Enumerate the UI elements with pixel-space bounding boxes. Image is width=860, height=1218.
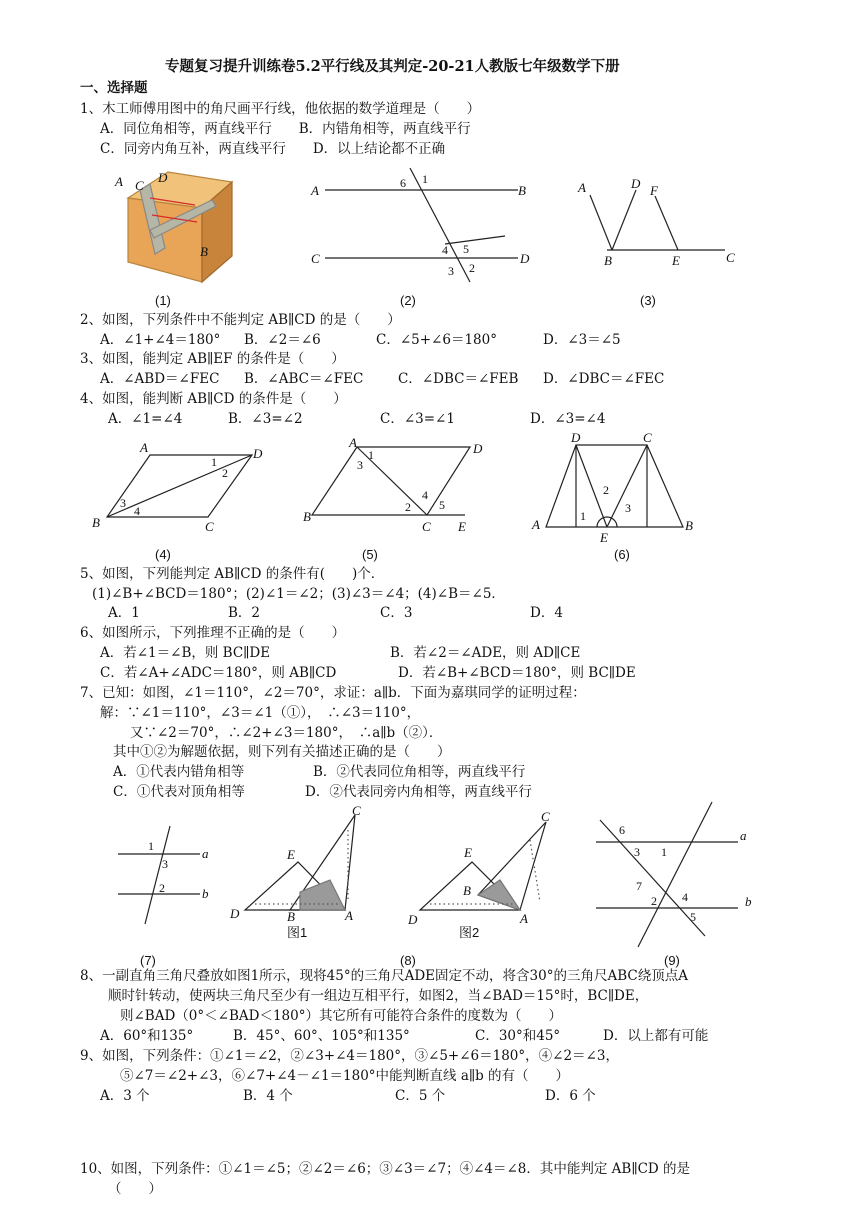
svg-text:2: 2: [159, 881, 165, 895]
svg-text:B: B: [303, 509, 311, 524]
q8-option-d: D．以上都有可能: [603, 1028, 709, 1044]
svg-text:1: 1: [148, 839, 154, 853]
svg-text:F: F: [650, 183, 658, 198]
svg-text:3: 3: [634, 845, 640, 859]
svg-text:2: 2: [469, 261, 475, 275]
caption-9: (9): [664, 953, 680, 968]
q9-option-d: D．6 个: [545, 1088, 596, 1104]
caption-4: (4): [155, 547, 171, 562]
svg-text:A: A: [532, 517, 540, 532]
svg-text:2: 2: [651, 894, 657, 908]
svg-text:B: B: [685, 518, 693, 533]
label-B: B: [200, 244, 208, 259]
q7-stem: 7、已知：如图，∠1＝110°，∠2＝70°，求证：a∥b．下面为嘉琪同学的证明过程：: [80, 685, 586, 701]
svg-text:C: C: [541, 809, 550, 824]
caption-fig1: 图1: [287, 925, 308, 940]
svg-text:E: E: [287, 847, 295, 862]
svg-text:C: C: [352, 803, 361, 818]
caption-7: (7): [140, 953, 156, 968]
page-title: 专题复习提升训练卷5.2平行线及其判定-20-21人教版七年级数学下册: [165, 58, 620, 75]
q3-option-a: A．∠ABD＝∠FEC: [100, 371, 220, 387]
svg-text:4: 4: [134, 504, 140, 518]
svg-text:1: 1: [211, 455, 217, 469]
q7-option-a: A．①代表内错角相等: [113, 764, 245, 780]
q2-option-d: D．∠3＝∠5: [543, 332, 621, 348]
q2-option-a: A．∠1+∠4＝180°: [100, 332, 221, 348]
svg-text:D: D: [571, 430, 581, 445]
q9-option-b: B．4 个: [243, 1088, 293, 1104]
q6-option-d: D．若∠B+∠BCD＝180°，则 BC∥DE: [398, 665, 636, 681]
svg-text:B: B: [92, 515, 100, 530]
label-A: A: [115, 174, 123, 189]
svg-text:A: A: [520, 911, 528, 926]
q8-option-b: B．45°、60°、105°和135°: [233, 1028, 410, 1044]
svg-text:E: E: [600, 530, 608, 545]
svg-text:D: D: [408, 912, 418, 927]
q9-line-1: 9、如图，下列条件：①∠1＝∠2，②∠3+∠4＝180°，③∠5+∠6＝180°，④∠2＝∠3，: [80, 1048, 619, 1064]
label-D: D: [520, 251, 530, 266]
svg-text:3: 3: [162, 857, 168, 871]
q3-option-d: D．∠DBC＝∠FEC: [543, 371, 665, 387]
svg-text:3: 3: [120, 496, 126, 510]
q3-option-b: B．∠ABC＝∠FEC: [244, 371, 364, 387]
caption-8: (8): [400, 953, 416, 968]
svg-text:7: 7: [636, 879, 642, 893]
q7-line-3: 其中①②为解题依据，则下列有关描述正确的是（ ）: [113, 744, 451, 760]
q2-option-c: C．∠5+∠6＝180°: [376, 332, 497, 348]
q8-line-1: 8、一副直角三角尺叠放如图1所示，现将45°的三角尺ADE固定不动，将含30°的三角尺ABC绕顶点A: [80, 968, 688, 984]
svg-text:3: 3: [357, 458, 363, 472]
label-C: C: [311, 251, 320, 266]
q1-options-ab: A．同位角相等，两直线平行 B．内错角相等，两直线平行: [100, 121, 471, 137]
svg-text:D: D: [253, 446, 263, 461]
svg-text:C: C: [205, 519, 214, 534]
svg-text:2: 2: [405, 500, 411, 514]
svg-text:A: A: [345, 908, 353, 923]
q5-conditions: (1)∠B+∠BCD＝180°；(2)∠1＝∠2；(3)∠3＝∠4；(4)∠B＝∠5．: [92, 586, 505, 602]
q7-option-c: C．①代表对顶角相等: [113, 784, 245, 800]
q2-stem: 2、如图，下列条件中不能判定 AB∥CD 的是（ ）: [80, 312, 401, 328]
svg-text:E: E: [464, 845, 472, 860]
svg-text:1: 1: [661, 845, 667, 859]
q10-line-2: （ ）: [108, 1181, 162, 1197]
q2-option-b: B．∠2＝∠6: [244, 332, 321, 348]
caption-6: (6): [614, 547, 630, 562]
q8-option-c: C．30°和45°: [475, 1028, 561, 1044]
q9-option-c: C．5 个: [395, 1088, 446, 1104]
svg-text:1: 1: [368, 448, 374, 462]
svg-text:B: B: [604, 253, 612, 268]
svg-text:E: E: [672, 253, 680, 268]
caption-3: (3): [640, 293, 656, 308]
label-D: D: [158, 170, 168, 185]
q8-option-a: A．60°和135°: [100, 1028, 194, 1044]
q6-option-a: A．若∠1＝∠B，则 BC∥DE: [100, 645, 271, 661]
svg-text:4: 4: [442, 243, 448, 257]
q7-line-1: 解：∵∠1＝110°，∠3＝∠1（①）， ∴∠3＝110°，: [100, 705, 421, 721]
svg-text:B: B: [463, 883, 471, 898]
q3-option-c: C．∠DBC＝∠FEB: [398, 371, 519, 387]
label-C: C: [135, 178, 144, 193]
q5-option-c: C．3: [380, 605, 413, 621]
q5-option-d: D．4: [530, 605, 563, 621]
svg-text:6: 6: [400, 176, 406, 190]
q8-line-2: 顺时针转动，使两块三角尺至少有一组边互相平行，如图2，当∠BAD＝15°时，BC∥DE，: [108, 988, 649, 1004]
label-B: B: [518, 183, 526, 198]
svg-text:4: 4: [422, 488, 428, 502]
svg-text:D: D: [230, 906, 240, 921]
svg-text:B: B: [287, 909, 295, 924]
svg-text:2: 2: [603, 483, 609, 497]
q4-option-b: B．∠3=∠2: [228, 411, 303, 427]
svg-text:1: 1: [580, 509, 586, 523]
svg-text:3: 3: [448, 264, 454, 278]
q5-stem: 5、如图，下列能判定 AB∥CD 的条件有( )个．: [80, 566, 385, 582]
svg-text:C: C: [726, 250, 735, 265]
section-heading: 一、选择题: [80, 80, 148, 96]
caption-2: (2): [400, 293, 416, 308]
label-A: A: [311, 183, 319, 198]
caption-fig2: 图2: [459, 925, 480, 940]
svg-text:b: b: [202, 886, 209, 901]
q4-stem: 4、如图，能判断 AB∥CD 的条件是（ ）: [80, 391, 347, 407]
svg-text:a: a: [740, 828, 747, 843]
q3-stem: 3、如图，能判定 AB∥EF 的条件是（ ）: [80, 351, 345, 367]
q9-option-a: A．3 个: [100, 1088, 150, 1104]
q8-line-3: 则∠BAD（0°＜∠BAD＜180°）其它所有可能符合条件的度数为（ ）: [120, 1008, 562, 1024]
svg-text:C: C: [422, 519, 431, 534]
q9-line-2: ⑤∠7＝∠2+∠3，⑥∠7+∠4－∠1＝180°中能判断直线 a∥b 的有（ ）: [120, 1068, 570, 1084]
svg-text:3: 3: [625, 501, 631, 515]
q7-option-d: D．②代表同旁内角相等，两直线平行: [305, 784, 532, 800]
svg-text:b: b: [745, 894, 752, 909]
q7-line-2: 又∵∠2＝70°，∴∠2+∠3＝180°， ∴a∥b（②）．: [130, 725, 443, 741]
q4-option-a: A．∠1=∠4: [108, 411, 183, 427]
svg-text:5: 5: [690, 910, 696, 924]
svg-text:D: D: [631, 176, 641, 191]
svg-text:4: 4: [682, 890, 688, 904]
svg-text:A: A: [140, 440, 148, 455]
q1-stem: 1、木工师傅用图中的角尺画平行线，他依据的数学道理是（ ）: [80, 101, 481, 117]
svg-text:A: A: [578, 180, 586, 195]
svg-text:a: a: [202, 846, 209, 861]
q7-option-b: B．②代表同位角相等，两直线平行: [313, 764, 526, 780]
svg-text:5: 5: [439, 498, 445, 512]
svg-text:1: 1: [422, 172, 428, 186]
svg-text:A: A: [349, 435, 357, 450]
q5-option-b: B．2: [228, 605, 261, 621]
q10-line-1: 10、如图，下列条件：①∠1＝∠5；②∠2＝∠6；③∠3＝∠7；④∠4＝∠8．其中能判定 AB∥CD 的是: [80, 1161, 691, 1177]
q6-stem: 6、如图所示，下列推理不正确的是（ ）: [80, 625, 346, 641]
caption-5: (5): [362, 547, 378, 562]
svg-text:2: 2: [222, 466, 228, 480]
q6-option-c: C．若∠A+∠ADC＝180°，则 AB∥CD: [100, 665, 337, 681]
q4-option-c: C．∠3=∠1: [380, 411, 455, 427]
q6-option-b: B．若∠2＝∠ADE，则 AD∥CE: [390, 645, 581, 661]
svg-text:E: E: [458, 519, 466, 534]
q1-options-cd: C．同旁内角互补，两直线平行 D．以上结论都不正确: [100, 141, 446, 157]
svg-text:6: 6: [619, 823, 625, 837]
q4-option-d: D．∠3=∠4: [530, 411, 606, 427]
caption-1: (1): [155, 293, 171, 308]
svg-text:5: 5: [463, 242, 469, 256]
svg-text:D: D: [473, 441, 483, 456]
q5-option-a: A．1: [108, 605, 140, 621]
svg-text:C: C: [643, 430, 652, 445]
